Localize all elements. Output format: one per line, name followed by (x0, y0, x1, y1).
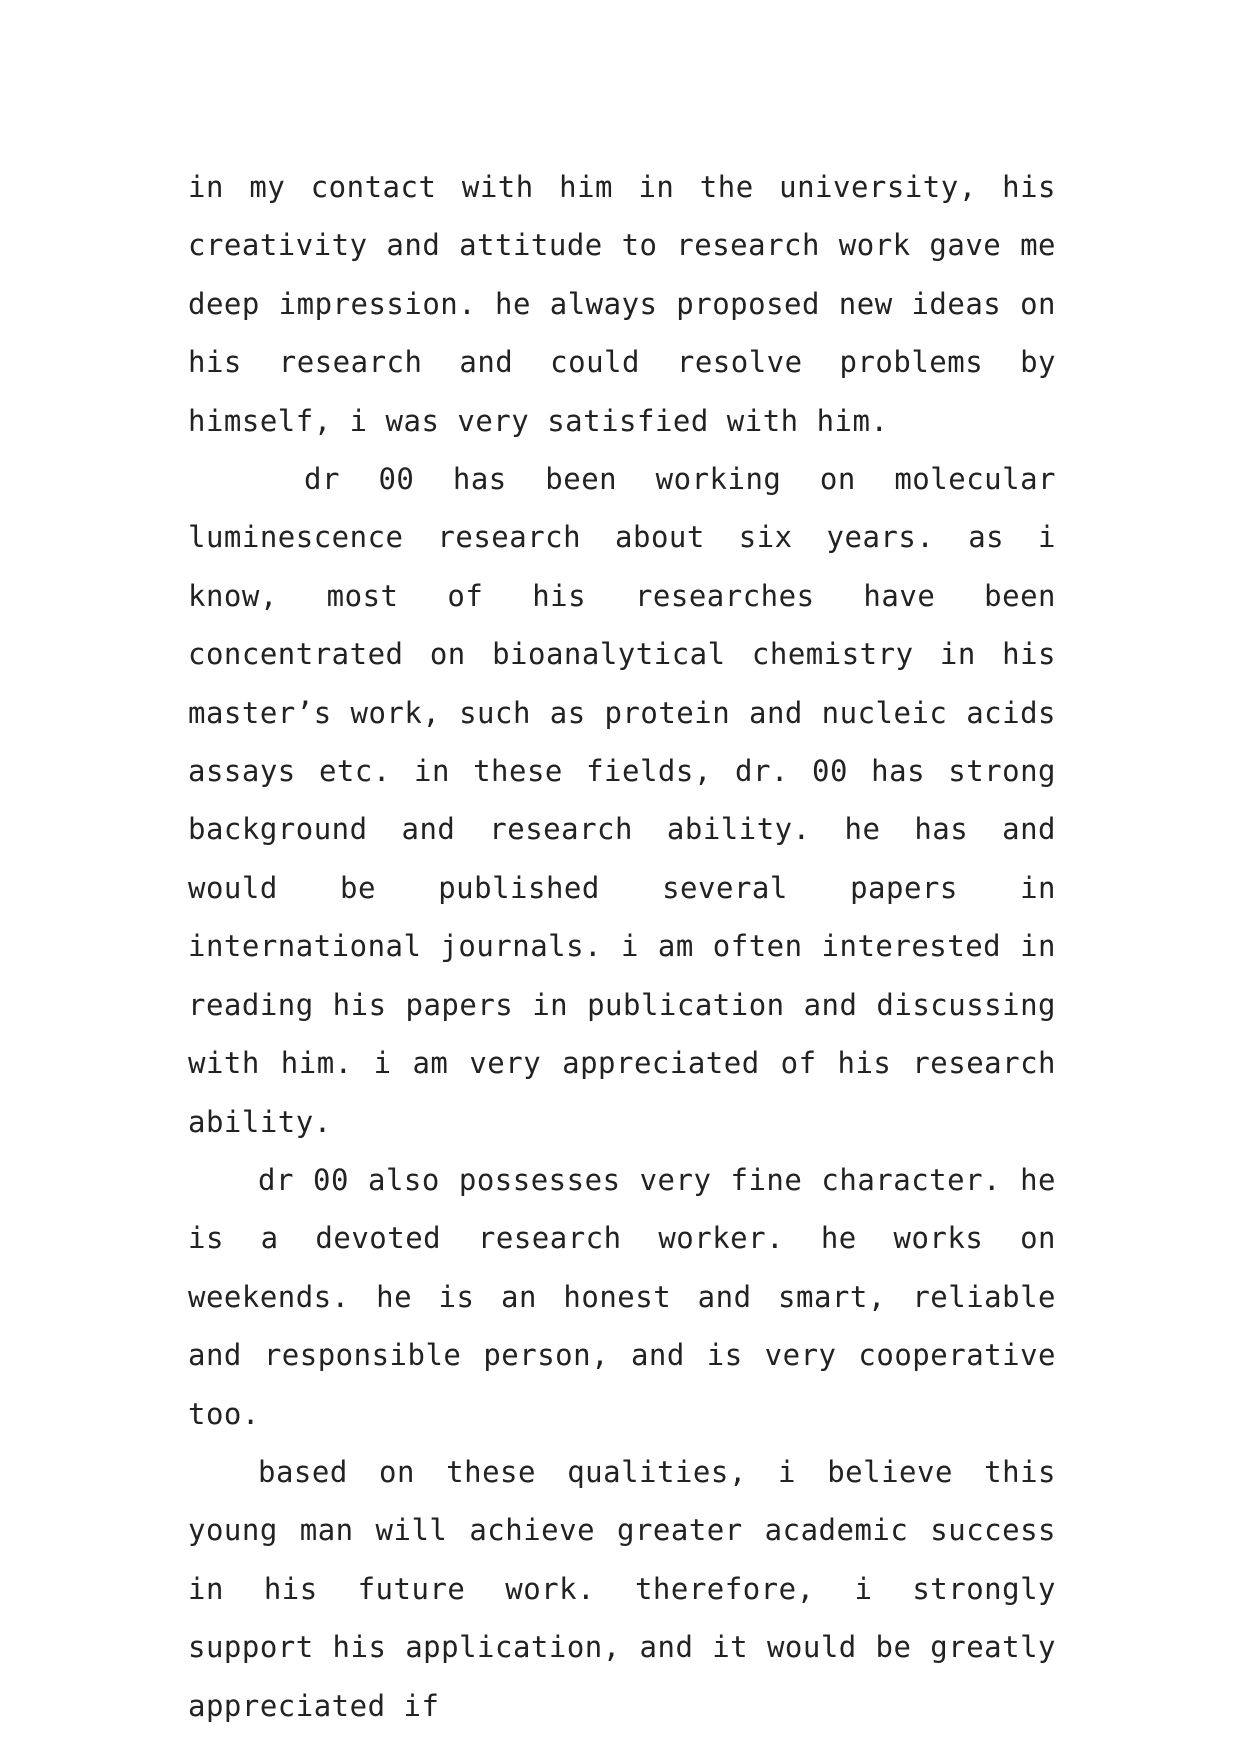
paragraph-contact: in my contact with him in the university, his creativity and attitude to research work gave me deep impression. he always proposed new ideas on his research and could resolve problems by himself, i was very satisfied with him. (188, 170, 1056, 438)
paragraph-character: dr 00 also possesses very fine character. he is a devoted research worker. he works on weekends. he is an honest and smart, reliable and responsible person, and is very cooperative too. (188, 1162, 1056, 1431)
paragraph-recommendation: based on these qualities, i believe this young man will achieve greater academic success in his future work. therefore, i strongly support his application, and it would be greatly appreciated if (188, 1454, 1056, 1723)
paragraph-research: dr 00 has been working on molecular luminescence research about six years. as i know, most of his researches have been concentrated on bioanalytical chemistry in his master’s work, such as protein and nucleic acids assays etc. in these fields, dr. 00 has strong background and research ability. he has and would be published several papers in international journals. i am often interested in reading his papers in publication and discussing with him. i am very appreciated of his research ability. (188, 462, 1056, 1139)
letter-body (188, 158, 1056, 1735)
